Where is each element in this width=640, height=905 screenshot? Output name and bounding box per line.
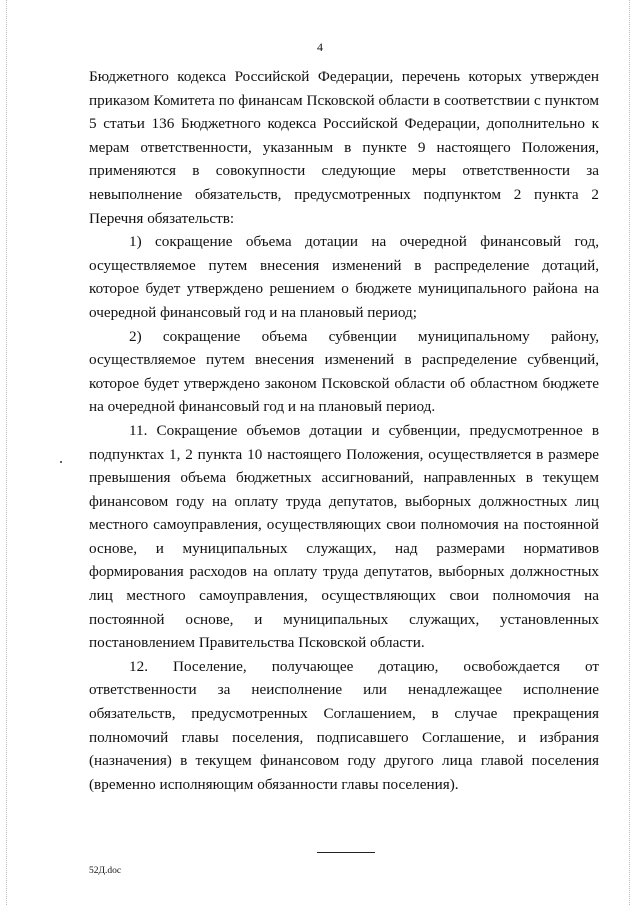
paragraph-continuation: Бюджетного кодекса Российской Федерации, перечень которых утвержден приказом Комитета по финансам Псковской области в соответствии с пунктом 5 статьи 136 Бюджетного кодекса Российской Федерации, дополнительно к мерам ответственности, указанным в пункте 9 настоящего Положения, применяются в совокупности следующие меры ответственности за невыполнение обязательств, предусмотренных подпунктом 2 пункта 2 Перечня обязательств: [89, 68, 599, 227]
paragraph-section-12: 12. Поселение, получающее дотацию, освобождается от ответственности за неисполнение или ненадлежащее исполнение обязательств, предусмотренных Соглашением, в случае прекращения полномочий главы поселения, подписавшего Соглашение, и избрания (назначения) в текущем финансовом году другого лица главой поселения (временно исполняющим обязанности главы поселения). [89, 657, 599, 793]
page-number: 4 [317, 40, 323, 54]
paragraph-item-2: 2) сокращение объема субвенции муниципальному району, осуществляемое путем внесения изменений в распределение субвенций, которое будет утверждено законом Псковской области об областном бюджете на очередной финансовый год и на плановый период. [89, 327, 599, 416]
paragraph-section-11: 11. Сокращение объемов дотации и субвенции, предусмотренное в подпунктах 1, 2 пункта 10 настоящего Положения, осуществляется в размере превышения объема бюджетных ассигнований, направленных в текущем финансовом году на оплату труда депутатов, выборных должностных лиц местного самоуправления, осуществляющих свои полномочия на постоянной основе, и муниципальных служащих, над размерами нормативов формирования расходов на оплату труда депутатов, выборных должностных лиц местного самоуправления, осуществляющих свои полномочия на постоянной основе, и муниципальных служащих, установленных постановлением Правительства Псковской области. [89, 421, 599, 652]
footer-filename: 52Д.doc [89, 866, 122, 876]
scan-dot-mark [60, 461, 62, 463]
right-edge-scan-marks [629, 0, 632, 905]
footer-divider [317, 852, 375, 853]
left-edge-scan-marks [6, 0, 9, 905]
document-body [89, 65, 599, 796]
paragraph-item-1: 1) сокращение объема дотации на очередной финансовый год, осуществляемое путем внесения изменений в распределение дотаций, которое будет утверждено решением о бюджете муниципального района на очередной финансовый год и на плановый период; [89, 233, 599, 321]
